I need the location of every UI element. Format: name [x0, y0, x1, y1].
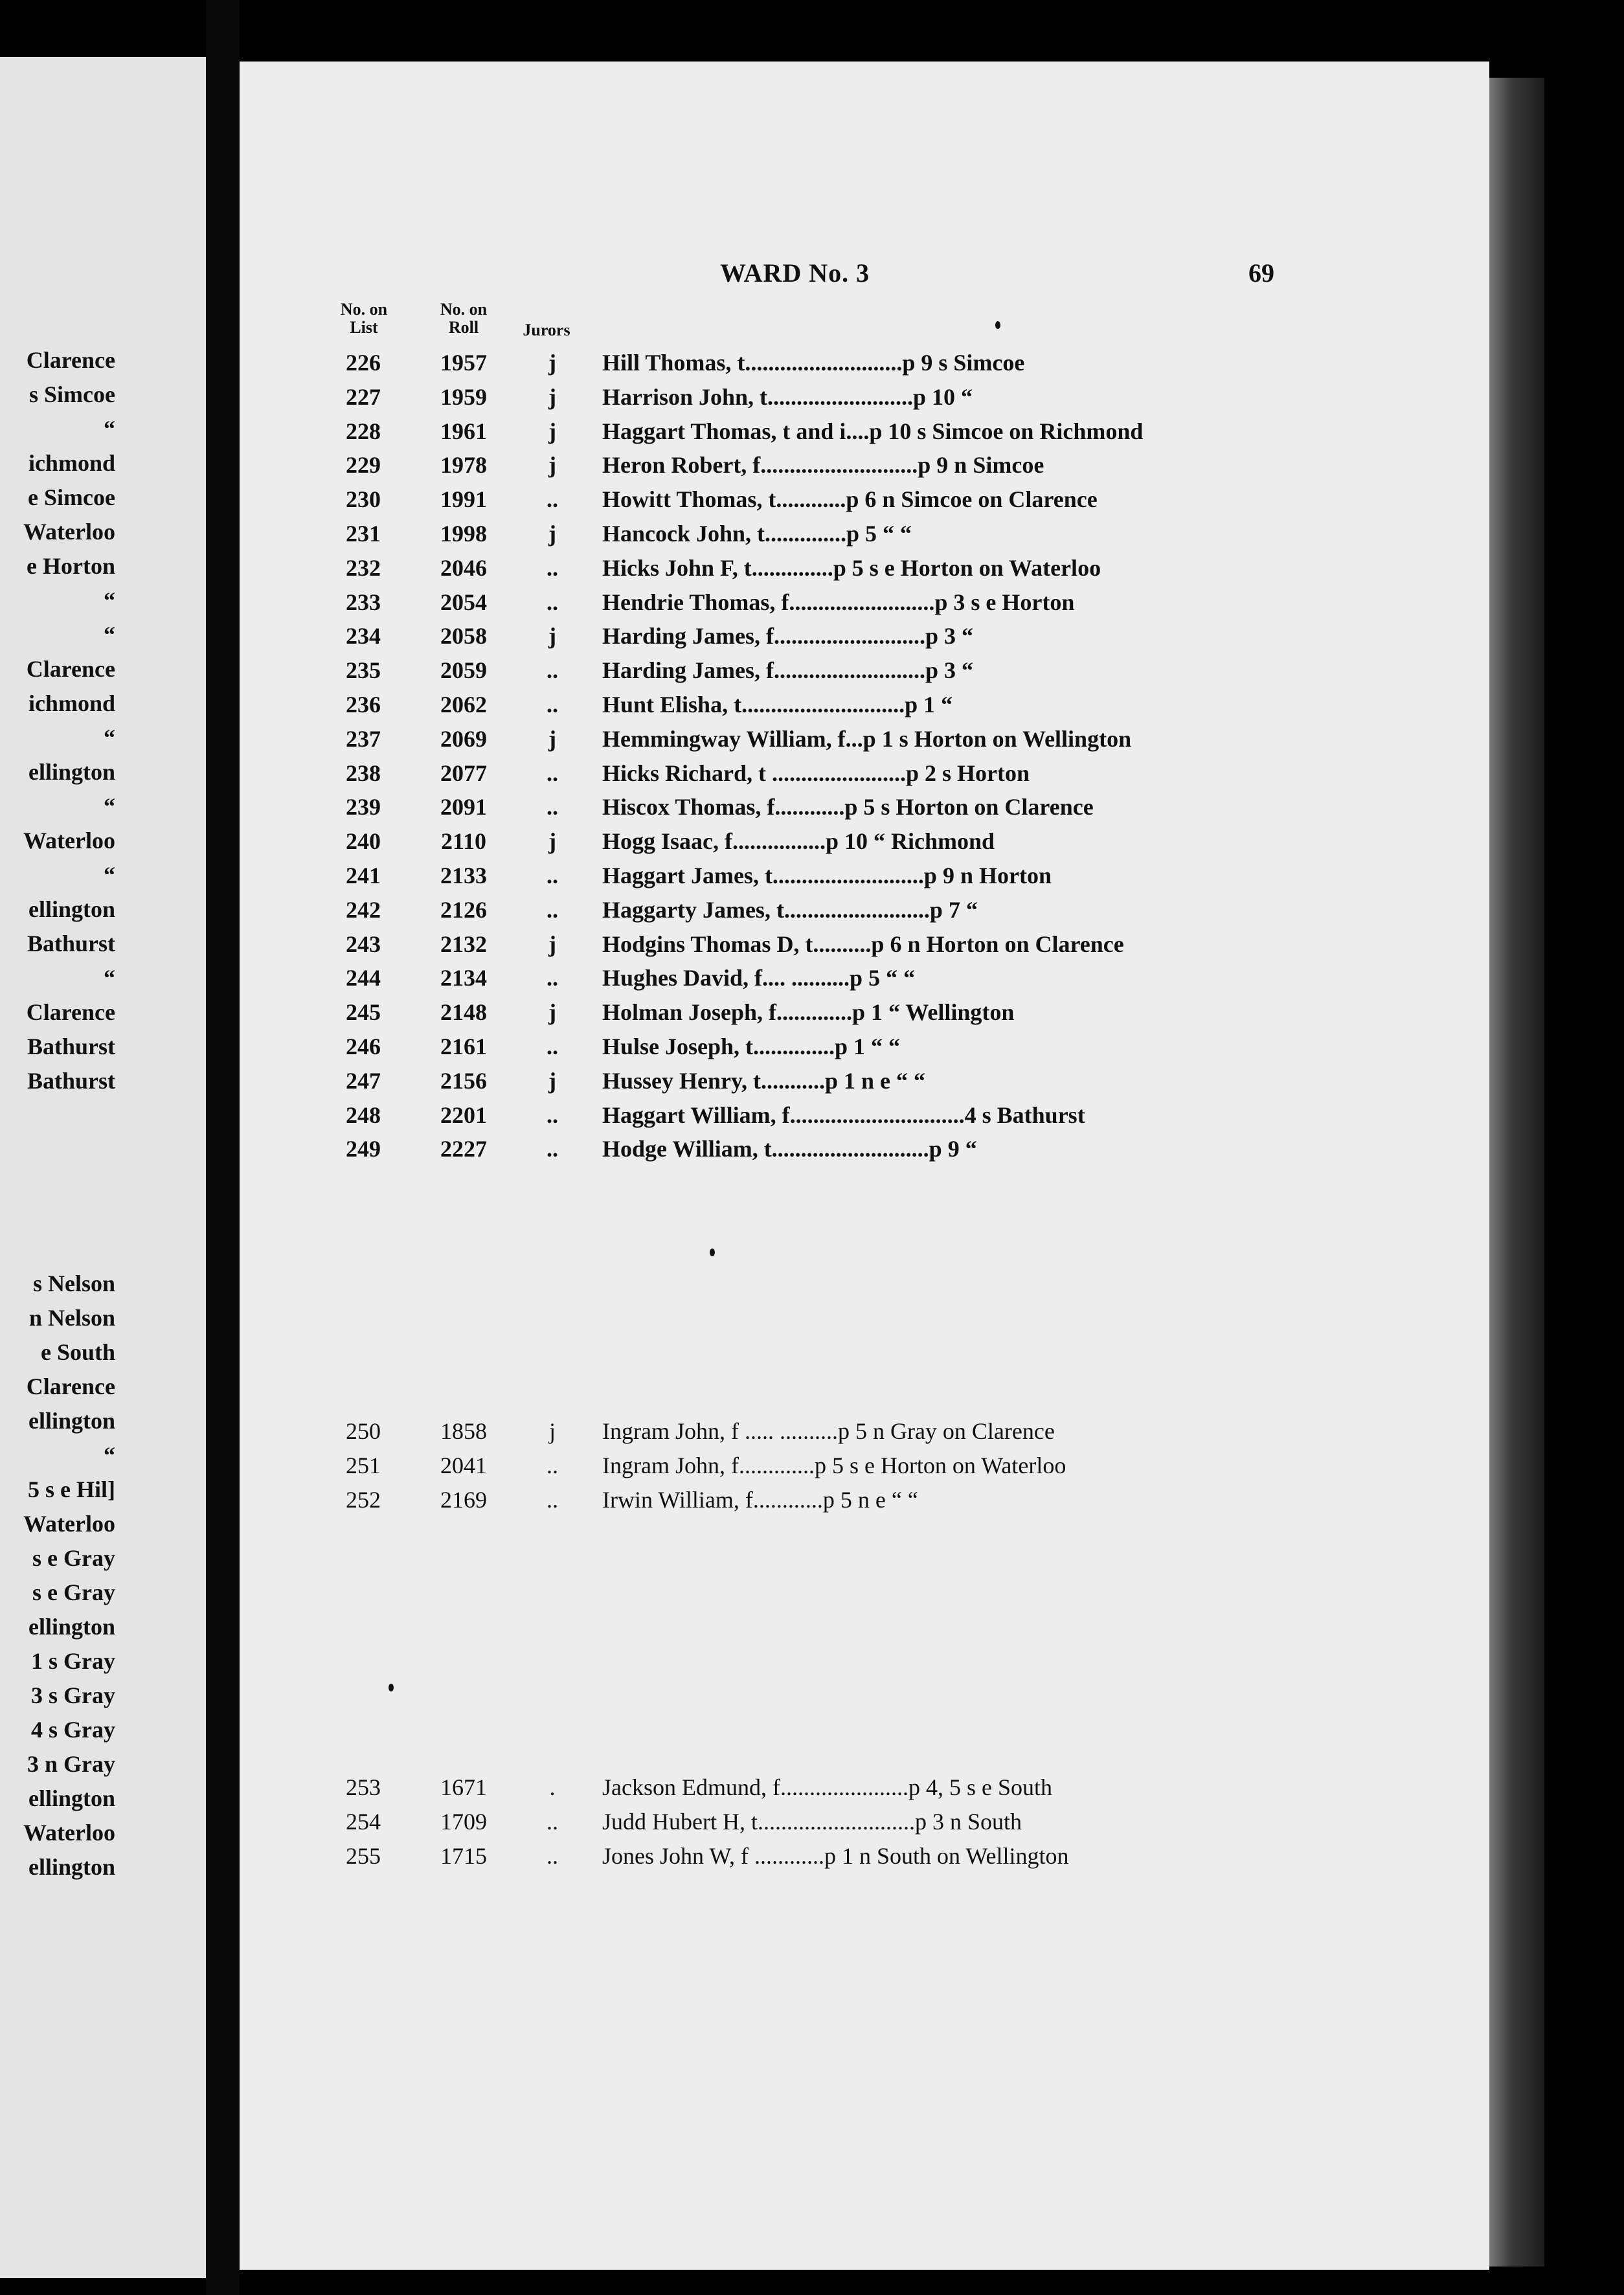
voter-row: [0, 551, 1489, 585]
juror-mark: ..: [547, 486, 558, 512]
left-fragment: ellington: [28, 1854, 115, 1880]
voter-entry: Haggart Thomas, t and i....p 10 s Simcoe on Richmond: [602, 418, 1144, 444]
list-number: 226: [346, 350, 381, 376]
voter-entry: Hill Thomas, t...........................p 9 s Simcoe: [602, 350, 1025, 376]
juror-mark: ..: [547, 1034, 558, 1059]
voter-row: [0, 1839, 1489, 1873]
left-fragment: “: [104, 416, 115, 442]
voter-entry: Hicks Richard, t .......................p 2 s Horton: [602, 760, 1030, 786]
left-fragment: s Simcoe: [29, 381, 115, 407]
column-header-jurors: Jurors: [523, 321, 570, 339]
voter-row: [0, 1414, 1489, 1448]
roll-number: 1959: [440, 384, 487, 410]
list-number: 235: [346, 657, 381, 683]
column-header-list: No. on List: [340, 300, 388, 337]
voter-row: [0, 893, 1489, 927]
roll-number: 2148: [440, 999, 487, 1025]
left-fragment: e Simcoe: [28, 484, 115, 510]
roll-number: 2227: [440, 1136, 487, 1162]
page-number: 69: [1248, 258, 1274, 288]
juror-mark: j: [548, 726, 556, 752]
left-fragment: ellington: [28, 896, 115, 922]
ink-speck: [389, 1684, 394, 1691]
voter-entry: Haggart William, f..............................4 s Bathurst: [602, 1102, 1085, 1128]
juror-mark: ..: [547, 794, 558, 820]
voter-entry: Ingram John, f ..... ..........p 5 n Gray on Clarence: [602, 1418, 1055, 1444]
list-number: 246: [346, 1034, 381, 1059]
voter-entry: Harding James, f..........................p 3 “: [602, 623, 974, 649]
left-fragment: ichmond: [28, 450, 115, 476]
roll-number: 2041: [440, 1453, 487, 1478]
ink-speck: [710, 1249, 715, 1256]
left-fragment: 3 s Gray: [31, 1682, 115, 1708]
list-number: 237: [346, 726, 381, 752]
voter-entry: Hodge William, t...........................p 9 “: [602, 1136, 977, 1162]
roll-number: 2134: [440, 965, 487, 991]
juror-mark: ..: [547, 965, 558, 991]
voter-row: [0, 756, 1489, 790]
left-fragment: Clarence: [26, 347, 115, 373]
juror-mark: .: [549, 1774, 556, 1800]
roll-number: 1957: [440, 350, 487, 376]
voter-entry: Haggarty James, t.........................p 7 “: [602, 897, 978, 923]
roll-number: 2110: [440, 828, 486, 854]
left-fragment: ellington: [28, 759, 115, 785]
juror-mark: j: [548, 1418, 556, 1444]
left-fragment: “: [104, 793, 115, 819]
list-number: 250: [346, 1418, 381, 1444]
roll-number: 2091: [440, 794, 487, 820]
list-number: 232: [346, 555, 381, 581]
roll-number: 2058: [440, 623, 487, 649]
list-number: 254: [346, 1809, 381, 1835]
voter-row: [0, 517, 1489, 550]
juror-mark: j: [548, 1068, 556, 1094]
voter-row: [0, 414, 1489, 448]
ink-speck: [995, 321, 1000, 329]
voter-entry: Hussey Henry, t...........p 1 n e “ “: [602, 1068, 926, 1094]
left-fragment: Clarence: [26, 999, 115, 1025]
juror-mark: ..: [547, 863, 558, 888]
list-number: 239: [346, 794, 381, 820]
voter-row: [0, 688, 1489, 721]
roll-number: 1961: [440, 418, 487, 444]
juror-mark: ..: [547, 1809, 558, 1835]
voter-row: [0, 448, 1489, 482]
left-fragment: e South: [40, 1339, 115, 1365]
left-fragment: e Horton: [27, 553, 115, 579]
voter-entry: Heron Robert, f...........................p 9 n Simcoe: [602, 452, 1044, 478]
roll-number: 2059: [440, 657, 487, 683]
left-fragment: 3 n Gray: [27, 1751, 115, 1777]
list-number: 238: [346, 760, 381, 786]
voter-entry: Hancock John, t..............p 5 “ “: [602, 521, 912, 547]
roll-number: 1858: [440, 1418, 487, 1444]
roll-number: 2132: [440, 931, 487, 957]
page-title: WARD No. 3: [720, 258, 870, 288]
voter-row: [0, 722, 1489, 756]
page-edge: [1489, 78, 1544, 2267]
left-fragment: “: [104, 965, 115, 991]
juror-mark: ..: [547, 589, 558, 615]
roll-number: 1709: [440, 1809, 487, 1835]
list-number: 240: [346, 828, 381, 854]
voter-row: [0, 1805, 1489, 1838]
roll-number: 2077: [440, 760, 487, 786]
voter-row: [0, 653, 1489, 687]
list-number: 244: [346, 965, 381, 991]
left-fragment: Waterloo: [23, 1820, 115, 1846]
roll-number: 2069: [440, 726, 487, 752]
voter-entry: Irwin William, f............p 5 n e “ “: [602, 1487, 918, 1513]
list-number: 227: [346, 384, 381, 410]
voter-entry: Hughes David, f.... ..........p 5 “ “: [602, 965, 916, 991]
voter-entry: Hulse Joseph, t..............p 1 “ “: [602, 1034, 901, 1059]
list-number: 236: [346, 692, 381, 718]
list-number: 248: [346, 1102, 381, 1128]
list-number: 231: [346, 521, 381, 547]
left-fragment: 1 s Gray: [31, 1648, 115, 1674]
juror-mark: j: [548, 350, 556, 376]
list-number: 229: [346, 452, 381, 478]
voter-entry: Hemmingway William, f...p 1 s Horton on Wellington: [602, 726, 1132, 752]
juror-mark: ..: [547, 897, 558, 923]
juror-mark: j: [548, 384, 556, 410]
roll-number: 2062: [440, 692, 487, 718]
voter-row: [0, 961, 1489, 995]
juror-mark: ..: [547, 1487, 558, 1513]
left-fragment: Waterloo: [23, 828, 115, 854]
left-fragment: ellington: [28, 1408, 115, 1434]
voter-entry: Harding James, f..........................p 3 “: [602, 657, 974, 683]
voter-row: [0, 1770, 1489, 1804]
voter-entry: Hicks John F, t..............p 5 s e Horton on Waterloo: [602, 555, 1101, 581]
left-fragment: Bathurst: [27, 931, 115, 956]
juror-mark: j: [548, 521, 556, 547]
left-fragment: s e Gray: [32, 1545, 115, 1571]
voter-entry: Howitt Thomas, t............p 6 n Simcoe on Clarence: [602, 486, 1098, 512]
left-fragment: “: [104, 1442, 115, 1468]
juror-mark: ..: [547, 1453, 558, 1478]
voter-entry: Hiscox Thomas, f............p 5 s Horton on Clarence: [602, 794, 1094, 820]
left-fragment: 5 s e Hil]: [28, 1476, 115, 1502]
juror-mark: j: [548, 999, 556, 1025]
left-fragment: Waterloo: [23, 519, 115, 545]
left-fragment: Bathurst: [27, 1034, 115, 1059]
voter-row: [0, 346, 1489, 379]
juror-mark: j: [548, 931, 556, 957]
left-fragment: 4 s Gray: [31, 1717, 115, 1743]
juror-mark: ..: [547, 1102, 558, 1128]
juror-mark: j: [548, 418, 556, 444]
list-number: 252: [346, 1487, 381, 1513]
juror-mark: ..: [547, 657, 558, 683]
left-fragment: n Nelson: [28, 1305, 115, 1331]
left-fragment: “: [104, 862, 115, 888]
roll-number: 1715: [440, 1843, 487, 1869]
left-fragment: ichmond: [28, 690, 115, 716]
voter-entry: Jones John W, f ............p 1 n South on Wellington: [602, 1843, 1069, 1869]
voter-row: [0, 1449, 1489, 1482]
voter-entry: Haggart James, t..........................p 9 n Horton: [602, 863, 1052, 888]
left-fragment: s e Gray: [32, 1579, 115, 1605]
voter-entry: Hunt Elisha, t............................p 1 “: [602, 692, 953, 718]
left-fragment: “: [104, 622, 115, 648]
juror-mark: ..: [547, 760, 558, 786]
juror-mark: j: [548, 623, 556, 649]
voter-row: [0, 482, 1489, 516]
list-number: 247: [346, 1068, 381, 1094]
left-fragment: Waterloo: [23, 1511, 115, 1537]
voter-row: [0, 585, 1489, 619]
roll-number: 1978: [440, 452, 487, 478]
roll-number: 1991: [440, 486, 487, 512]
list-number: 241: [346, 863, 381, 888]
list-number: 243: [346, 931, 381, 957]
list-number: 255: [346, 1843, 381, 1869]
roll-number: 2054: [440, 589, 487, 615]
voter-row: [0, 824, 1489, 858]
voter-row: [0, 1483, 1489, 1517]
list-number: 230: [346, 486, 381, 512]
roll-number: 2161: [440, 1034, 487, 1059]
voter-row: [0, 1132, 1489, 1166]
roll-number: 1671: [440, 1774, 487, 1800]
list-number: 245: [346, 999, 381, 1025]
voter-entry: Hodgins Thomas D, t..........p 6 n Horton on Clarence: [602, 931, 1124, 957]
left-fragment: Clarence: [26, 656, 115, 682]
juror-mark: ..: [547, 1843, 558, 1869]
list-number: 228: [346, 418, 381, 444]
roll-number: 2156: [440, 1068, 487, 1094]
left-fragment: “: [104, 587, 115, 613]
voter-row: [0, 1064, 1489, 1098]
list-number: 234: [346, 623, 381, 649]
roll-number: 2133: [440, 863, 487, 888]
voter-entry: Jackson Edmund, f......................p 4, 5 s e South: [602, 1774, 1052, 1800]
voter-row: [0, 1030, 1489, 1063]
left-fragment: Clarence: [26, 1374, 115, 1399]
voter-entry: Hogg Isaac, f................p 10 “ Richmond: [602, 828, 995, 854]
voter-row: [0, 927, 1489, 961]
voter-row: [0, 380, 1489, 414]
roll-number: 2046: [440, 555, 487, 581]
voter-row: [0, 1098, 1489, 1132]
left-fragment: Bathurst: [27, 1068, 115, 1094]
voter-entry: Holman Joseph, f.............p 1 “ Wellington: [602, 999, 1015, 1025]
voter-entry: Ingram John, f.............p 5 s e Horton on Waterloo: [602, 1453, 1066, 1478]
juror-mark: j: [548, 452, 556, 478]
juror-mark: ..: [547, 692, 558, 718]
voter-row: [0, 790, 1489, 824]
list-number: 233: [346, 589, 381, 615]
voter-row: [0, 619, 1489, 653]
list-number: 251: [346, 1453, 381, 1478]
voter-entry: Harrison John, t.........................p 10 “: [602, 384, 973, 410]
left-fragment: “: [104, 725, 115, 751]
juror-mark: ..: [547, 1136, 558, 1162]
left-fragment: ellington: [28, 1614, 115, 1640]
list-number: 242: [346, 897, 381, 923]
left-fragment: s Nelson: [32, 1271, 115, 1296]
list-number: 253: [346, 1774, 381, 1800]
list-number: 249: [346, 1136, 381, 1162]
voter-entry: Hendrie Thomas, f.........................p 3 s e Horton: [602, 589, 1075, 615]
juror-mark: ..: [547, 555, 558, 581]
left-fragment: ellington: [28, 1785, 115, 1811]
voter-row: [0, 995, 1489, 1029]
roll-number: 1998: [440, 521, 487, 547]
roll-number: 2169: [440, 1487, 487, 1513]
roll-number: 2126: [440, 897, 487, 923]
column-header-roll: No. on Roll: [440, 300, 488, 337]
voter-entry: Judd Hubert H, t...........................p 3 n South: [602, 1809, 1022, 1835]
voter-row: [0, 859, 1489, 892]
roll-number: 2201: [440, 1102, 487, 1128]
juror-mark: j: [548, 828, 556, 854]
